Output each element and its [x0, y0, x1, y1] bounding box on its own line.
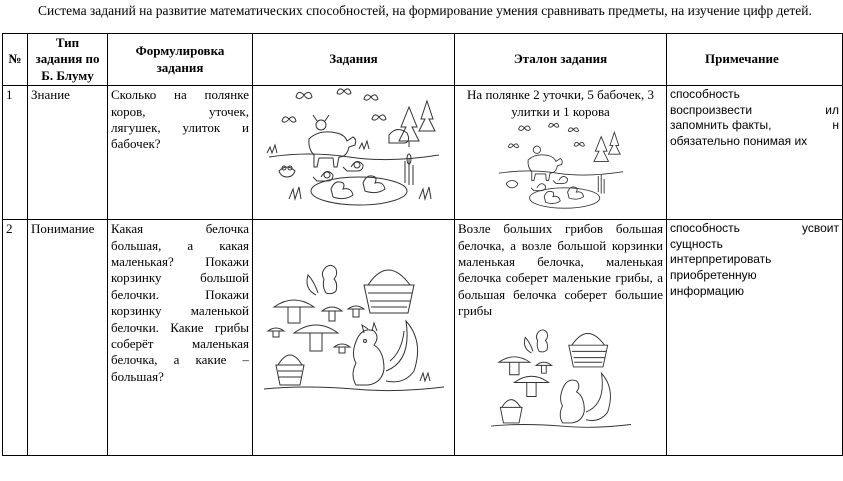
header-formulation: Формулировка задания: [108, 34, 253, 86]
row-type: Понимание: [28, 220, 108, 456]
table-row: [3, 220, 843, 456]
formulation-line: лягушек, улиток и: [111, 120, 249, 136]
row-type: Знание: [28, 86, 108, 220]
row-note: [667, 220, 843, 456]
row-num: 2: [3, 220, 28, 456]
tasks-table: [2, 33, 843, 456]
meadow-animals-illustration: [259, 87, 449, 217]
header-note: Примечание: [667, 34, 843, 86]
row-formulation: [108, 86, 253, 220]
row-standard: [455, 86, 667, 220]
formulation-line: белочки. Покажи: [111, 286, 249, 302]
formulation-line: маленькая? Покажи: [111, 254, 249, 270]
row-note: [667, 86, 843, 220]
formulation-line: белочки. Какие грибы: [111, 319, 249, 335]
squirrels-mushrooms-illustration: [491, 324, 631, 434]
note-text: способность усвоит сущность интерпретировать приобретенную информацию: [670, 221, 839, 298]
table-row: [3, 86, 843, 220]
header-standard: Эталон задания: [455, 34, 667, 86]
formulation-line: белочка, а какие –: [111, 352, 249, 368]
header-type: Тип задания по Б. Блуму: [28, 34, 108, 86]
note-text: способность воспроизвести ил запомнить факты, н обязательно понимая их: [670, 87, 839, 148]
squirrels-mushrooms-illustration: [264, 261, 444, 396]
page-heading: Система заданий на развитие математических способностей, на формирование умения сравнивать предметы, на изучение цифр детей.: [38, 3, 812, 18]
row-task-picture: [253, 86, 455, 220]
header-num: №: [3, 34, 28, 86]
row-num: 1: [3, 86, 28, 220]
row-formulation: [108, 220, 253, 456]
formulation-line: коров, уточек,: [111, 103, 249, 119]
row-task-picture: [253, 220, 455, 456]
formulation-line: большая, а какая: [111, 237, 249, 253]
formulation-line: соберёт маленькая: [111, 336, 249, 352]
standard-text: На полянке 2 уточки, 5 бабочек, 3 улитки и 1 корова: [467, 87, 654, 119]
meadow-animals-illustration: [486, 122, 636, 217]
row-standard: [455, 220, 667, 456]
formulation-line: бабочек?: [111, 136, 161, 152]
formulation-line: корзинку большой: [111, 270, 249, 286]
header-tasks: Задания: [253, 34, 455, 86]
formulation-line: корзинку маленькой: [111, 303, 249, 319]
formulation-line: Какая белочка: [111, 221, 249, 237]
formulation-line: Сколько на полянке: [111, 87, 249, 103]
standard-text: Возле больших грибов большая белочка, а возле большой корзинки маленькая белочка, маленькая белочка соберет маленькие грибы, а большая белочка соберет большие грибы: [458, 221, 663, 319]
table-header-row: [3, 34, 843, 86]
formulation-line: большая?: [111, 368, 164, 384]
